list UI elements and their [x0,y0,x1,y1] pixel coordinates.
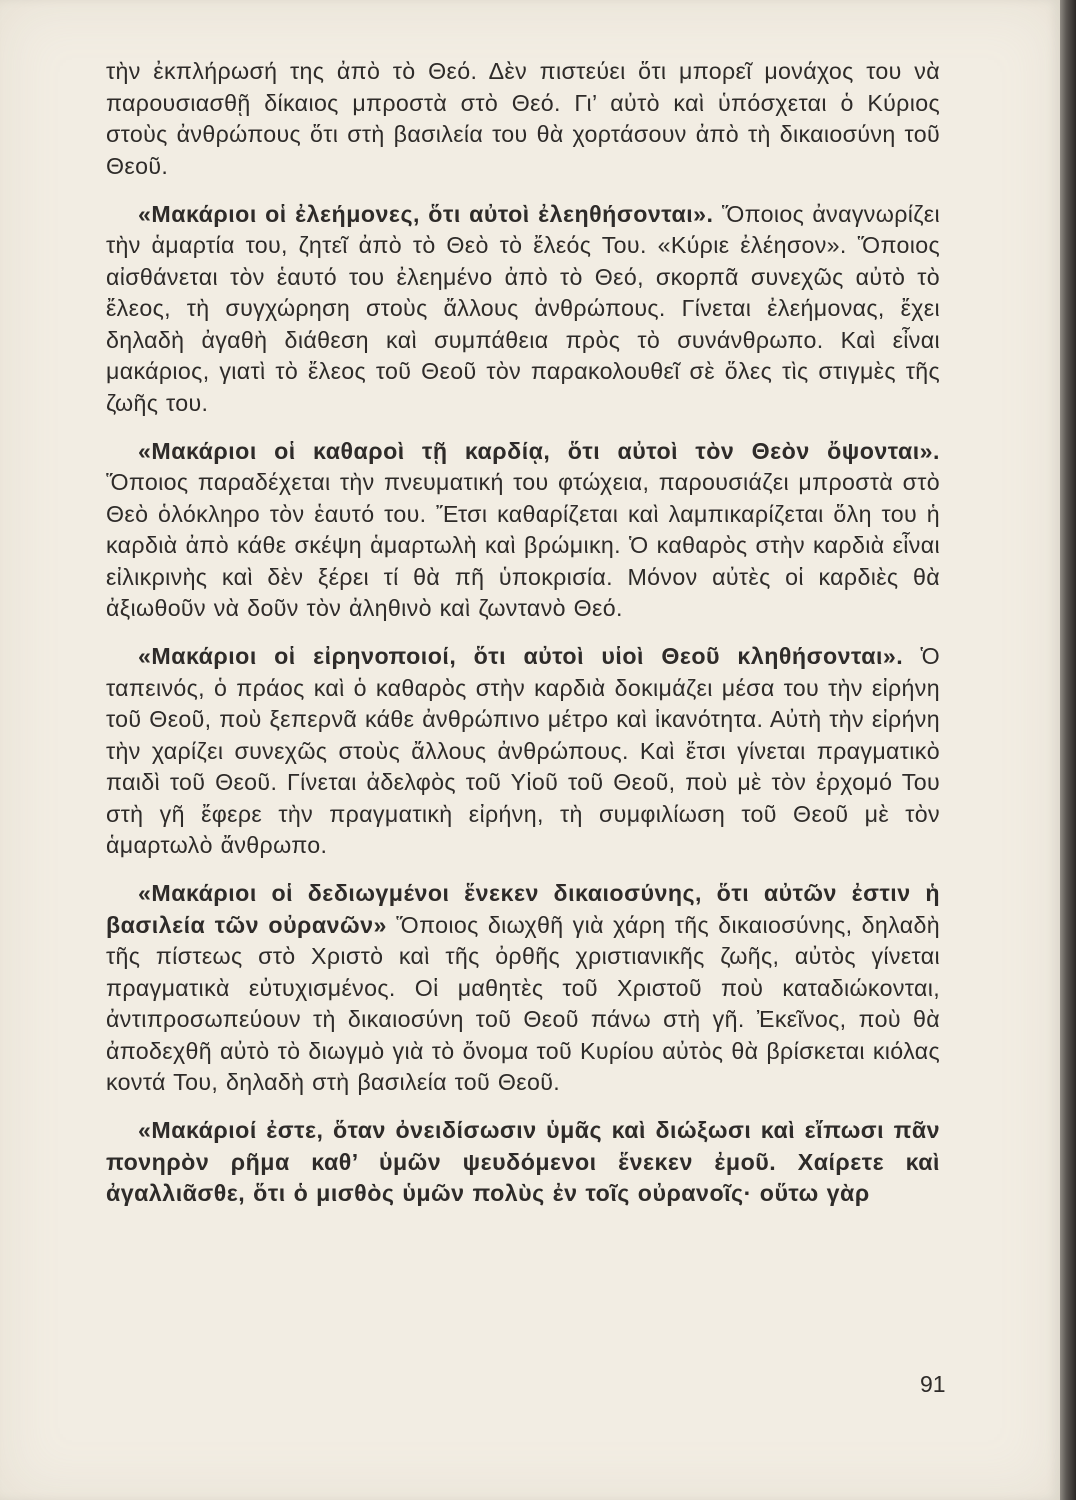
page-edge [1060,0,1076,1500]
beatitude-pure-quote: «Μακάριοι οἱ καθαροὶ τῇ καρδίᾳ, ὅτι αὐτοὶ τὸν Θεὸν ὄψονται». [138,437,940,464]
paragraph-beatitude-peacemakers [106,641,940,862]
beatitude-reviled-quote: «Μακάριοί ἐστε, ὅταν ὀνειδίσωσιν ὑμᾶς καὶ διώξωσι καὶ εἴπωσι πᾶν πονηρὸν ρῆμα καθ’ ὑμῶν ψευδόμενοι ἕνεκεν ἐμοῦ. Χαίρετε καὶ ἀγαλλιᾶσθε, ὅτι ὁ μισθὸς ὑμῶν πολὺς ἐν τοῖς οὐρανοῖς· οὕτω γὰρ [106,1117,940,1206]
beatitude-persecuted-text: Ὅποιος διωχθῆ γιὰ χάρη τῆς δικαιοσύνης, δηλαδὴ τῆς πίστεως στὸ Χριστὸ καὶ τῆς ὀρθῆς χριστιανικῆς ζωῆς, αὐτὸς γίνεται πραγματικὰ εὐτυχισμένος. Οἱ μαθητὲς τοῦ Χριστοῦ ποὺ καταδιώκονται, ἀντιπροσωπεύουν τὴ δικαιοσύνη τοῦ Θεοῦ πάνω στὴ γῆ. Ἐκεῖνος, ποὺ θὰ ἀποδεχθῆ αὐτὸ τὸ διωγμὸ γιὰ τὸ ὄνομα τοῦ Κυρίου αὐτὸς θὰ βρίσκεται κιόλας κοντά Του, δηλαδὴ στὴ βασιλεία τοῦ Θεοῦ. [106,911,940,1095]
page-number: 91 [920,1371,946,1397]
beatitude-peacemakers-text: Ὁ ταπεινός, ὁ πράος καὶ ὁ καθαρὸς στὴν καρδιὰ δοκιμάζει μέσα του τὴν εἰρήνη τοῦ Θεοῦ, ποὺ ξεπερνᾶ κάθε ἀνθρώπινο μέτρο καὶ ἱκανότητα. Αὐτὴ τὴν εἰρήνη τὴν χαρίζει συνεχῶς στοὺς ἄλλους ἀνθρώπους. Καὶ ἔτσι γίνεται πραγματικὸ παιδὶ τοῦ Θεοῦ. Γίνεται ἀδελφὸς τοῦ Υἱοῦ τοῦ Θεοῦ, ποὺ μὲ τὸν ἐρχομό Του στὴ γῆ ἔφερε τὴν πραγματικὴ εἰρήνη, τὴ συμφιλίωση τοῦ Θεοῦ μὲ τὸν ἁμαρτωλὸ ἄνθρωπο. [106,643,940,858]
paragraph-beatitude-pure [106,436,940,625]
beatitude-merciful-text: Ὅποιος ἀναγνωρίζει τὴν ἁμαρτία του, ζητεῖ ἀπὸ τὸ Θεὸ τὸ ἔλεός Του. «Κύριε ἐλέησον». Ὅποιος αἰσθάνεται τὸν ἑαυτό του ἐλεημένο ἀπὸ τὸ Θεό, σκορπᾶ συνεχῶς αὐτὸ τὸ ἔλεος, τὴ συγχώρηση στοὺς ἄλλους ἀνθρώπους. Γίνεται ἐλεήμονας, ἔχει δηλαδὴ ἀγαθὴ διάθεση καὶ συμπάθεια πρὸς τὸ συνάνθρωπο. Καὶ εἶναι μακάριος, γιατὶ τὸ ἔλεος τοῦ Θεοῦ τὸν παρακολουθεῖ σὲ ὅλες τὶς στιγμὲς τῆς ζωῆς του. [106,200,940,416]
beatitude-persecuted-quote: «Μακάριοι οἱ δεδιωγμένοι ἕνεκεν δικαιοσύνης, ὅτι αὐτῶν ἐστιν ἡ βασιλεία τῶν οὐρανῶν» [106,880,940,938]
beatitude-merciful-quote: «Μακάριοι οἱ ἐλεήμονες, ὅτι αὐτοὶ ἐλεηθήσονται». [138,200,714,227]
paragraph-1-text: τὴν ἐκπλήρωσή της ἀπὸ τὸ Θεό. Δὲν πιστεύει ὅτι μπορεῖ μονάχος του νὰ παρουσιασθῇ δίκαιος μπροστὰ στὸ Θεό. Γι’ αὐτὸ καὶ ὑπόσχεται ὁ Κύριος στοὺς ἀνθρώπους ὅτι στὴ βασιλεία του θὰ χορτάσουν ἀπὸ τὴ δικαιοσύνη τοῦ Θεοῦ. [106,58,940,179]
paragraph-beatitude-reviled [106,1115,940,1210]
paragraph-beatitude-merciful [106,199,940,420]
beatitude-peacemakers-quote: «Μακάριοι οἱ εἰρηνοποιοί, ὅτι αὐτοὶ υἱοὶ Θεοῦ κληθήσονται». [138,643,904,669]
beatitude-pure-text: Ὅποιος παραδέχεται τὴν πνευματική του φτώχεια, παρουσιάζει μπροστὰ στὸ Θεὸ ὁλόκληρο τὸν ἑαυτό του. Ἔτσι καθαρίζεται καὶ λαμπικαρίζεται ὅλη του ἡ καρδιὰ ἀπὸ κάθε σκέψη ἁμαρτωλὴ καὶ βρώμικη. Ὁ καθαρὸς στὴν καρδιὰ εἶναι εἰλικρινὴς καὶ δὲν ξέρει τί θὰ πῆ ὑποκρισία. Μόνον αὐτὲς οἱ καρδιὲς θὰ ἀξιωθοῦν νὰ δοῦν τὸν ἀληθινὸ καὶ ζωντανὸ Θεό. [106,469,940,621]
paragraph-beatitude-persecuted [106,878,940,1099]
paragraph-1 [106,56,940,182]
page-body-text [106,56,940,1226]
